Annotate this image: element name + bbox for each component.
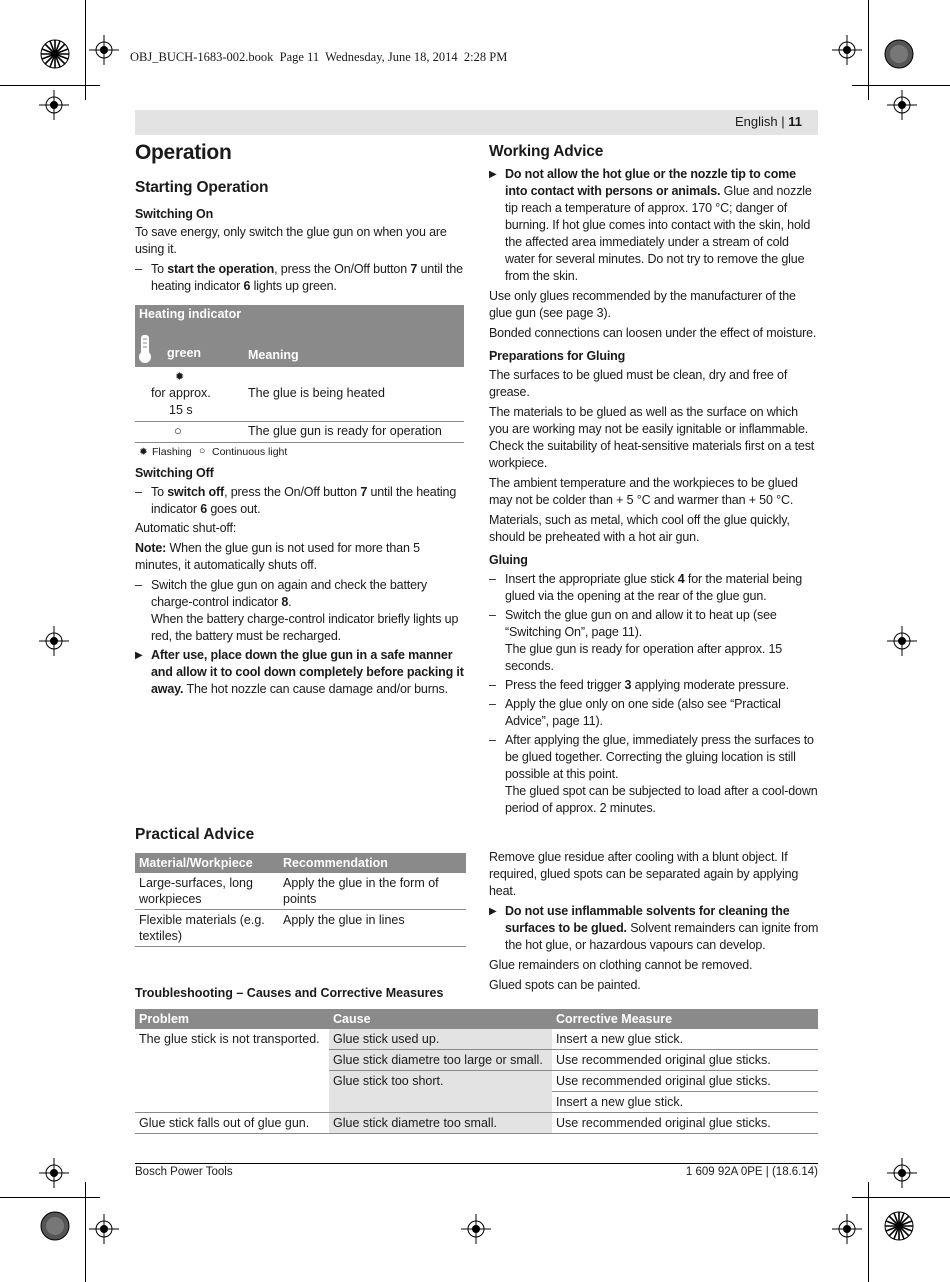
table-header bbox=[135, 305, 464, 367]
paragraph: Materials, such as metal, which cool off the glue quickly, should be preheated with a hot air gun. bbox=[489, 513, 790, 544]
paragraph: The materials to be glued as well as the surface on which you are working may not be easily ignitable or inflammable. Check the suitability of heat-sensitive materials first on a test workpiece. bbox=[489, 405, 815, 470]
column-header: Meaning bbox=[248, 348, 299, 362]
table-row: The glue stick is not transported. Glue stick used up. Insert a new glue stick. bbox=[135, 1029, 818, 1050]
practical-advice-text bbox=[489, 849, 819, 997]
subsection-title: Starting Operation bbox=[135, 179, 269, 196]
table-row: ○ The glue gun is ready for operation bbox=[135, 422, 464, 443]
warning-item: ▶ Do not use inflammable solvents for cleaning the surfaces to be glued. Solvent remainders can ignite from the hot glue, or hazardous vapours can develop. bbox=[489, 904, 819, 952]
heating-indicator-table bbox=[135, 305, 464, 461]
list-item: – Insert the appropriate glue stick 4 for the material being glued via the opening at the rear of the glue gun. bbox=[489, 572, 803, 603]
list-item: – To start the operation, press the On/Off button 7 until the heating indicator 6 lights up green. bbox=[135, 262, 463, 293]
list-item: – Switch the glue gun on and allow it to heat up (see “Switching On”, page 11). The glue gun is ready for operation after approx. 15 seconds. bbox=[489, 608, 783, 673]
crosshair-target-icon bbox=[832, 1214, 862, 1244]
crop-line bbox=[0, 1197, 100, 1198]
table-row: Large-surfaces, long workpieces Apply the glue in the form of points bbox=[135, 873, 466, 910]
crosshair-target-icon bbox=[887, 626, 917, 656]
page-label: English | 11 bbox=[735, 114, 802, 129]
column-header: Problem bbox=[135, 1009, 329, 1029]
crosshair-target-icon bbox=[887, 1158, 917, 1188]
list-item: – After applying the glue, immediately press the surfaces to be glued together. Correcting the gluing location is still possible at this point. The glued spot can be subjected to load after a cool-down period of approx. 2 minutes. bbox=[489, 733, 818, 815]
troubleshooting-table bbox=[135, 1009, 818, 1134]
crosshair-target-icon bbox=[461, 1214, 491, 1244]
list-item: – Apply the glue only on one side (also see “Practical Advice”, page 11). bbox=[489, 697, 781, 728]
table-header-row bbox=[135, 853, 466, 873]
right-column bbox=[489, 142, 819, 819]
footer-rule bbox=[135, 1163, 818, 1164]
file-info: OBJ_BUCH-1683-002.book Page 11 Wednesday, June 18, 2014 2:28 PM bbox=[130, 50, 508, 64]
column-header: green bbox=[167, 346, 202, 360]
troubleshooting-title: Troubleshooting – Causes and Corrective Measures bbox=[135, 986, 444, 1000]
subsection-title: Practical Advice bbox=[135, 826, 255, 843]
heading-gluing: Gluing bbox=[489, 553, 528, 567]
heading-preparations: Preparations for Gluing bbox=[489, 349, 626, 363]
registration-mark-icon bbox=[884, 1211, 914, 1241]
column-header: Recommendation bbox=[279, 853, 466, 873]
paragraph: Glue remainders on clothing cannot be removed. bbox=[489, 958, 753, 972]
triangle-bullet-icon: ▶ bbox=[489, 906, 497, 917]
paragraph: Remove glue residue after cooling with a blunt object. If required, glued spots can be separated again by applying heat. bbox=[489, 850, 799, 898]
footer-left: Bosch Power Tools bbox=[135, 1166, 233, 1178]
paragraph: Bonded connections can loosen under the effect of moisture. bbox=[489, 326, 817, 340]
registration-mark-icon bbox=[884, 39, 914, 69]
heading-switching-on: Switching On bbox=[135, 207, 214, 221]
paragraph: The ambient temperature and the workpieces to be glued may not be colder than + 5 °C and warmer than + 50 °C. bbox=[489, 476, 798, 507]
table-row: Glue stick too short. Use recommended original glue sticks. bbox=[135, 1071, 818, 1092]
crosshair-target-icon bbox=[39, 90, 69, 120]
crop-line bbox=[0, 85, 100, 86]
continuous-light-icon: ○ bbox=[199, 445, 206, 457]
paragraph: The surfaces to be glued must be clean, dry and free of grease. bbox=[489, 368, 788, 399]
column-header: Material/Workpiece bbox=[135, 853, 279, 873]
crop-line bbox=[852, 1197, 950, 1198]
subsection-title: Working Advice bbox=[489, 143, 604, 160]
table-row: Glue stick diametre too large or small. Use recommended original glue sticks. bbox=[135, 1050, 818, 1071]
page-number: 11 bbox=[788, 114, 802, 129]
thermometer-icon bbox=[138, 334, 152, 364]
triangle-bullet-icon: ▶ bbox=[135, 650, 143, 661]
table-row: Insert a new glue stick. bbox=[135, 1092, 818, 1113]
flashing-icon: ✹ bbox=[139, 446, 148, 458]
crosshair-target-icon bbox=[89, 35, 119, 65]
table-header-row bbox=[135, 1009, 818, 1029]
paragraph: Glued spots can be painted. bbox=[489, 978, 641, 992]
heading-switching-off: Switching Off bbox=[135, 466, 214, 480]
continuous-light-icon: ○ bbox=[174, 423, 182, 438]
page-header-bar bbox=[135, 110, 818, 135]
triangle-bullet-icon: ▶ bbox=[489, 169, 497, 180]
table-row: Glue stick falls out of glue gun. Glue stick diametre too small. Use recommended original glue sticks. bbox=[135, 1113, 818, 1134]
left-column-lower bbox=[135, 465, 465, 701]
list-item: – Switch the glue gun on again and check the battery charge-control indicator 8. When the battery charge-control indicator briefly lights up red, the battery must be recharged. bbox=[135, 578, 459, 643]
crosshair-target-icon bbox=[39, 1158, 69, 1188]
footer-right: 1 609 92A 0PE | (18.6.14) bbox=[685, 1166, 818, 1178]
registration-mark-icon bbox=[40, 1211, 70, 1241]
paragraph: Use only glues recommended by the manufacturer of the glue gun (see page 3). bbox=[489, 289, 796, 320]
column-header: Cause bbox=[329, 1009, 552, 1029]
crosshair-target-icon bbox=[832, 35, 862, 65]
column-header: Corrective Measure bbox=[552, 1009, 818, 1029]
language-label: English bbox=[735, 114, 778, 129]
table-legend: ✹ Flashing ○ Continuous light bbox=[139, 445, 288, 458]
list-item: – To switch off, press the On/Off button 7 until the heating indicator 6 goes out. bbox=[135, 485, 457, 516]
practical-advice-table bbox=[135, 853, 466, 947]
warning-item: ▶ Do not allow the hot glue or the nozzle tip to come into contact with persons or animals. Glue and nozzle tip reach a temperature of approx. 170 °C; danger of burning. If hot glue comes into contact with the skin, hold the affected area immediately under a stream of cold water for several minutes. Do not try to remove the glue from the skin. bbox=[489, 167, 812, 283]
section-title: Operation bbox=[135, 141, 232, 164]
crosshair-target-icon bbox=[89, 1214, 119, 1244]
crop-line bbox=[852, 85, 950, 86]
crosshair-target-icon bbox=[887, 90, 917, 120]
table-row: ✹ for approx. 15 s The glue is being heated bbox=[135, 367, 464, 422]
table-title: Heating indicator bbox=[139, 307, 242, 321]
flashing-icon: ✹ bbox=[175, 371, 185, 383]
warning-item: ▶ After use, place down the glue gun in a safe manner and allow it to cool down completely before packing it away. The hot nozzle can cause damage and/or burns. bbox=[135, 648, 464, 696]
crosshair-target-icon bbox=[39, 626, 69, 656]
registration-mark-icon bbox=[40, 39, 70, 69]
note: Note: When the glue gun is not used for more than 5 minutes, it automatically shuts off. bbox=[135, 541, 420, 572]
list-item: – Press the feed trigger 3 applying moderate pressure. bbox=[489, 678, 790, 692]
table-row: Flexible materials (e.g. textiles) Apply the glue in lines bbox=[135, 910, 466, 947]
paragraph: Automatic shut-off: bbox=[135, 521, 237, 535]
left-column bbox=[135, 140, 465, 297]
paragraph: To save energy, only switch the glue gun on when you are using it. bbox=[135, 225, 447, 256]
